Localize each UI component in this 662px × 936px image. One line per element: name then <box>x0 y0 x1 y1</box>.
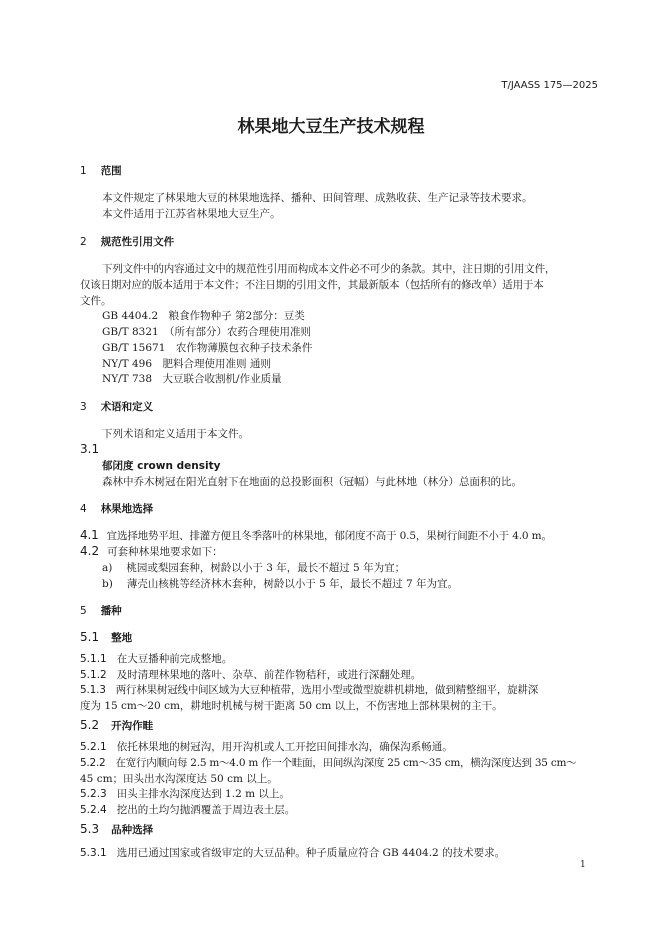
paragraph-line: 文件。 <box>80 295 112 307</box>
subsection-number: 5.2 <box>80 718 100 732</box>
paragraph: 本文件适用于江苏省林果地大豆生产。 <box>102 208 281 220</box>
section-1-heading <box>80 163 122 178</box>
section-title: 范围 <box>100 165 122 177</box>
section-number: 4 <box>80 503 87 515</box>
clause-number: 4.1 <box>80 528 99 542</box>
clause-text: 两行林果树冠线中间区域为大豆种植带，选用小型或微型旋耕机耕地，做到精整细平，旋耕深 <box>115 684 539 696</box>
section-title: 术语和定义 <box>100 401 154 413</box>
clause-number: 5.1.3 <box>80 684 106 696</box>
clause-text: 及时清理林果地的落叶、杂草、前茬作物秸秆，或进行深翻处理。 <box>116 669 422 681</box>
clause-text: 田头主排水沟深度达到 1.2 m 以上。 <box>116 788 290 800</box>
subsection-title: 整地 <box>111 632 133 644</box>
clause-text: 选用已通过国家或省级审定的大豆品种。种子质量应符合 GB 4404.2 的技术要求。 <box>116 847 506 859</box>
list-label: a) <box>102 562 113 574</box>
term-title: 郁闭度 crown density <box>102 460 221 472</box>
list-label: b) <box>102 578 113 590</box>
clause-5-1-2 <box>80 667 421 682</box>
subsection-5-1-heading <box>80 630 132 645</box>
clause-5-2-1 <box>80 739 453 754</box>
paragraph: 本文件规定了林果地大豆的林果地选择、播种、田间管理、成熟收获、生产记录等技术要求。 <box>102 192 533 204</box>
section-5-heading <box>80 603 122 618</box>
clause-number: 5.2.4 <box>80 804 107 816</box>
section-4-heading <box>80 501 153 516</box>
subsection-title: 开沟作畦 <box>111 720 154 732</box>
clause-number: 5.2.1 <box>80 741 107 753</box>
clause-text: 在大豆播种前完成整地。 <box>116 653 233 665</box>
clause-5-2-2 <box>80 755 576 770</box>
paragraph-line: 下列文件中的内容通过文中的规范性引用而构成本文件必不可少的条款。其中，注日期的引用文件， <box>102 263 556 275</box>
paragraph-line: 仅该日期对应的版本适用于本文件；不注日期的引用文件，其最新版本（包括所有的修改单）适用于本 <box>80 279 544 291</box>
clause-number: 5.2.3 <box>80 788 107 800</box>
page-title: 林果地大豆生产技术规程 <box>237 117 425 137</box>
clause-4-1 <box>80 528 552 543</box>
section-title: 林果地选择 <box>100 503 154 515</box>
subsection-number: 5.1 <box>80 630 100 644</box>
reference-item: GB 4404.2 粮食作物种子 第2部分：豆类 <box>102 310 305 322</box>
clause-5-2-3 <box>80 786 290 801</box>
clause-number: 5.1.1 <box>80 653 107 665</box>
subsection-title: 品种选择 <box>111 824 154 836</box>
section-number: 2 <box>80 236 87 248</box>
list-item <box>102 560 405 575</box>
reference-item: NY/T 496 肥料合理使用准则 通则 <box>102 358 271 370</box>
reference-item: NY/T 738 大豆联合收割机/作业质量 <box>102 373 282 385</box>
section-3-heading <box>80 399 153 414</box>
clause-text: 可套种林果地要求如下： <box>107 546 223 558</box>
clause-5-2-4 <box>80 802 295 817</box>
section-title: 规范性引用文件 <box>100 236 175 248</box>
section-number: 3 <box>80 401 87 413</box>
term-number: 3.1 <box>80 442 100 456</box>
clause-text: 在宽行内顺向每 2.5 m～4.0 m 作一个畦面，田间纵沟深度 25 cm～35 cm，横沟深度达到 35 cm～ <box>115 757 577 769</box>
clause-continuation: 度为 15 cm～20 cm，耕地时机械与树干距离 50 cm 以上，不伤害地上部林果树的主干。 <box>80 700 503 712</box>
reference-item: GB/T 15671 农作物薄膜包衣种子技术条件 <box>102 342 313 354</box>
subsection-number: 5.3 <box>80 822 100 836</box>
clause-number: 5.3.1 <box>80 847 107 859</box>
section-number: 5 <box>80 605 87 617</box>
clause-4-2 <box>80 544 223 559</box>
list-text: 薄壳山核桃等经济林木套种，树龄以小于 5 年，最长不超过 7 年为宜。 <box>126 578 459 590</box>
clause-5-3-1 <box>80 845 505 860</box>
clause-text: 宜选择地势平坦、排灌方便且冬季落叶的林果地，郁闭度不高于 0.5，果树行间距不小于 4.0 m。 <box>106 530 552 542</box>
clause-number: 5.2.2 <box>80 757 106 769</box>
clause-number: 4.2 <box>80 544 100 558</box>
clause-text: 挖出的土均匀抛洒覆盖于周边表土层。 <box>116 804 296 816</box>
term-definition: 森林中乔木树冠在阳光直射下在地面的总投影面积（冠幅）与此林地（林分）总面积的比。 <box>102 476 522 488</box>
clause-5-1-3 <box>80 682 538 697</box>
clause-number: 5.1.2 <box>80 669 107 681</box>
list-text: 桃园或梨园套种，树龄以小于 3 年，最长不超过 5 年为宜； <box>126 562 406 574</box>
clause-continuation: 45 cm；田头出水沟深度达 50 cm 以上。 <box>80 773 278 785</box>
list-item <box>102 576 458 591</box>
clause-5-1-1 <box>80 651 232 666</box>
subsection-5-3-heading <box>80 822 153 837</box>
page-number: 1 <box>580 860 586 870</box>
paragraph: 下列术语和定义适用于本文件。 <box>102 428 249 440</box>
section-2-heading <box>80 234 174 249</box>
clause-text: 依托林果地的树冠沟，用开沟机或人工开挖田间排水沟，确保沟系畅通。 <box>116 741 453 753</box>
subsection-5-2-heading <box>80 718 153 733</box>
section-number: 1 <box>80 165 87 177</box>
document-code: T/JAASS 175—2025 <box>501 80 598 91</box>
reference-item: GB/T 8321 （所有部分）农药合理使用准则 <box>102 326 311 338</box>
section-title: 播种 <box>100 605 122 617</box>
